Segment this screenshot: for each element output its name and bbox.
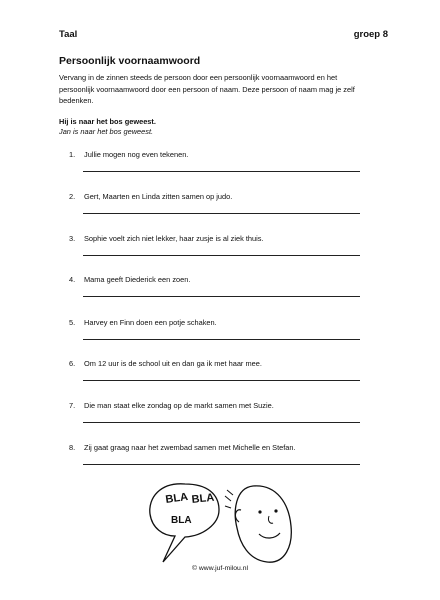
exercise-text: Zij gaat graag naar het zwembad samen met Michelle en Stefan.	[84, 443, 296, 452]
exercise-text: Jullie mogen nog even tekenen.	[84, 150, 189, 159]
instruction-line: Vervang in de zinnen steeds de persoon door een persoonlijk voornaamwoord en het	[59, 73, 338, 82]
example-answer: Jan is naar het bos geweest.	[59, 127, 154, 136]
worksheet-title: Persoonlijk voornaamwoord	[59, 55, 201, 67]
answer-line[interactable]	[83, 171, 360, 172]
exercise-text: Harvey en Finn doen een potje schaken.	[84, 318, 217, 327]
exercise-number: 8.	[69, 443, 76, 452]
answer-line[interactable]	[83, 339, 360, 340]
talking-head-drawing	[145, 476, 295, 568]
exercise-number: 4.	[69, 275, 76, 284]
instruction-line: persoonlijk voornaamwoord door een persoon of naam. Deze persoon of naam mag je zelf	[59, 84, 355, 94]
exercise-number: 1.	[69, 150, 76, 159]
group-label: groep 8	[353, 29, 388, 40]
subject-label: Taal	[59, 29, 78, 40]
exercise-text: Om 12 uur is de school uit en dan ga ik met haar mee.	[84, 359, 262, 368]
exercise-text: Sophie voelt zich niet lekker, haar zusje is al ziek thuis.	[84, 234, 264, 243]
answer-line[interactable]	[83, 464, 360, 465]
exercise-text: Gert, Maarten en Linda zitten samen op judo.	[84, 192, 233, 201]
exercise-number: 6.	[69, 359, 76, 368]
answer-line[interactable]	[83, 380, 360, 381]
bubble-word: BLA	[164, 490, 189, 506]
exercise-number: 5.	[69, 318, 76, 327]
instructions	[59, 72, 389, 107]
answer-line[interactable]	[83, 255, 360, 256]
exercise-number: 3.	[69, 234, 76, 243]
exercise-number: 7.	[69, 401, 76, 410]
answer-line[interactable]	[83, 422, 360, 423]
head-icon	[235, 486, 291, 562]
instruction-line: bedenken.	[59, 96, 94, 105]
exercise-number: 2.	[69, 192, 76, 201]
footer-copyright: © www.juf-milou.nl	[192, 565, 248, 572]
example-sentence: Hij is naar het bos geweest.	[59, 117, 156, 126]
answer-line[interactable]	[83, 296, 360, 297]
bubble-word: BLA	[171, 515, 192, 526]
exercise-text: Die man staat elke zondag op de markt samen met Suzie.	[84, 401, 274, 410]
bubble-word: BLA	[191, 491, 215, 506]
exercise-text: Mama geeft Diederick een zoen.	[84, 275, 191, 284]
answer-line[interactable]	[83, 213, 360, 214]
